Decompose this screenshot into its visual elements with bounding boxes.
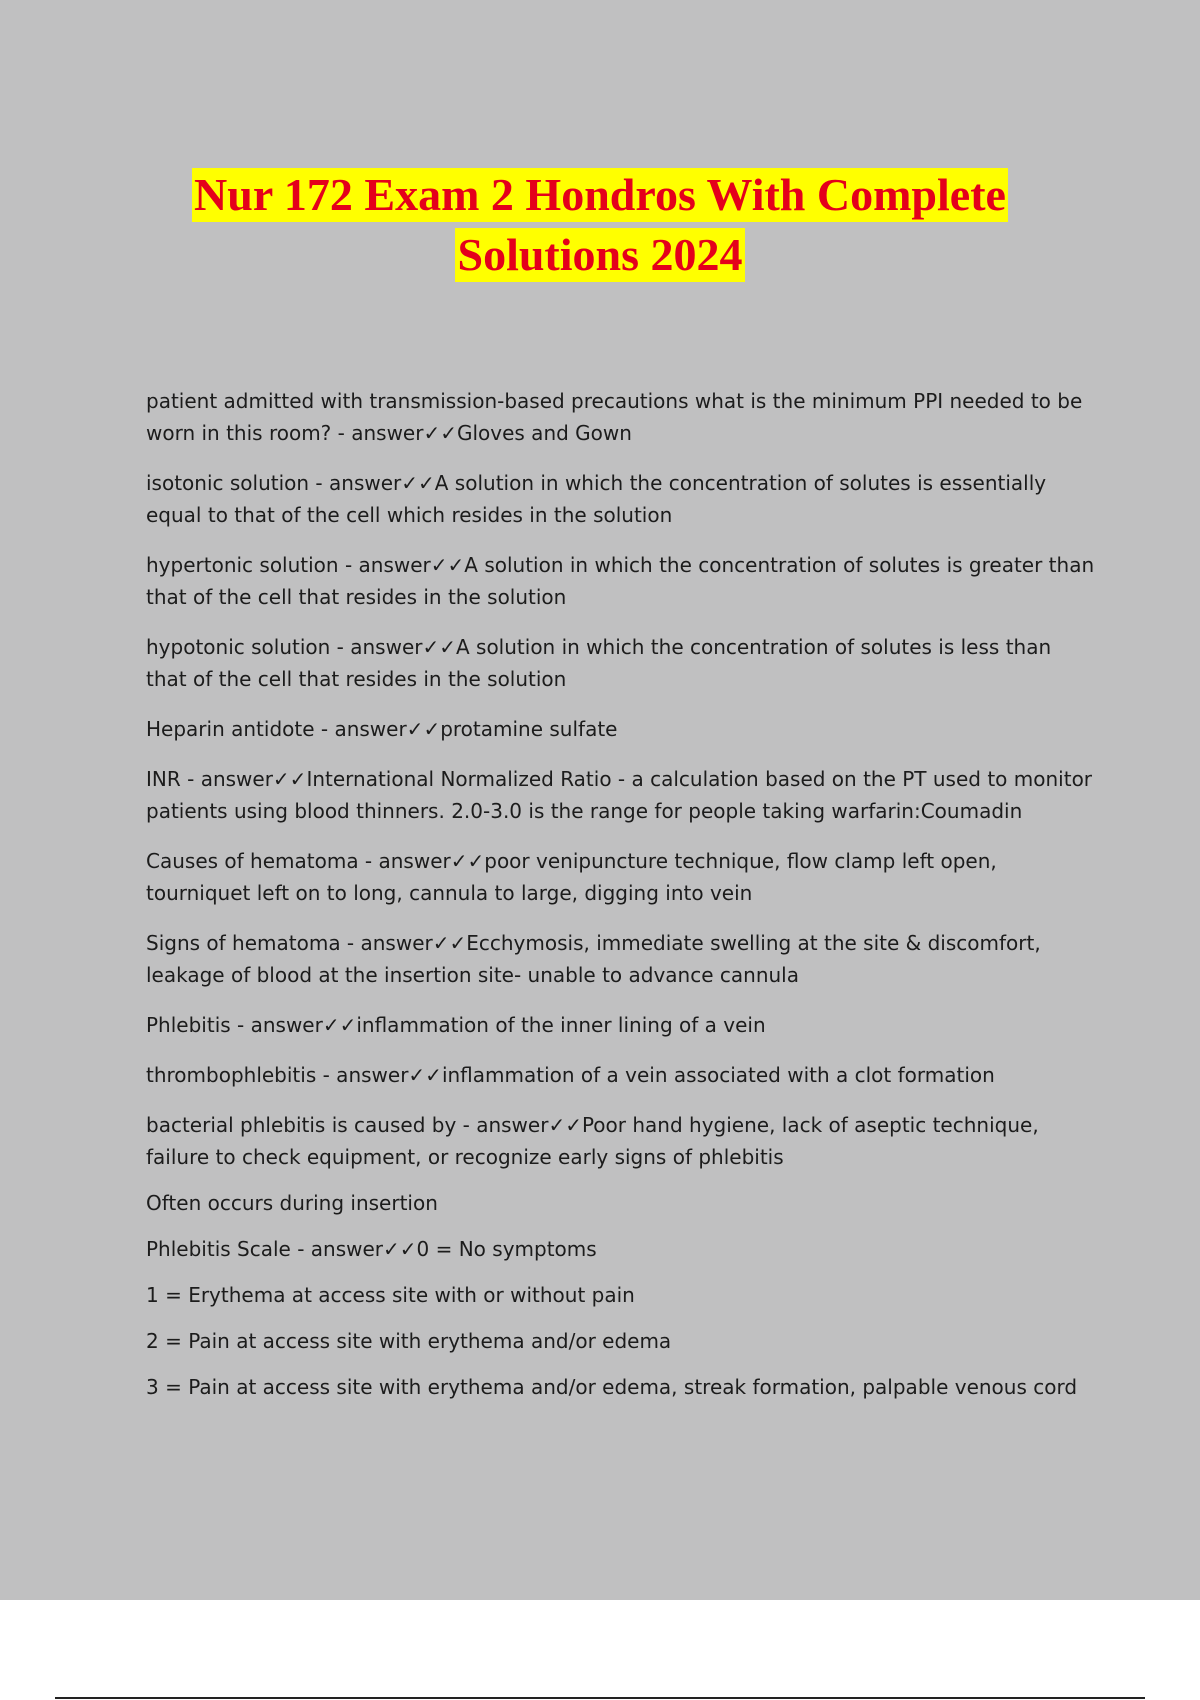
- document-title: [0, 168, 1200, 282]
- qa-entry: INR - answer✓✓International Normalized Ratio - a calculation based on the PT used to monitor patients using blood thinners. 2.0-3.0 is the range for people taking warfarin:Coumadin: [146, 767, 1093, 823]
- qa-entry: isotonic solution - answer✓✓A solution in which the concentration of solutes is essentially equal to that of the cell which resides in the solution: [146, 471, 1047, 527]
- qa-entry: Signs of hematoma - answer✓✓Ecchymosis, immediate swelling at the site & discomfort, leakage of blood at the insertion site- unable to advance cannula: [146, 931, 1041, 987]
- qa-entry: hypertonic solution - answer✓✓A solution in which the concentration of solutes is greater than that of the cell that resides in the solution: [146, 553, 1095, 609]
- scale-line: 2 = Pain at access site with erythema and/or edema: [146, 1329, 672, 1353]
- qa-entry: Phlebitis - answer✓✓inflammation of the inner lining of a vein: [146, 1013, 766, 1037]
- qa-entry: patient admitted with transmission-based precautions what is the minimum PPI needed to be worn in this room? - answer✓✓Gloves and Gown: [146, 389, 1083, 445]
- scale-line: 1 = Erythema at access site with or without pain: [146, 1283, 635, 1307]
- qa-entry: thrombophlebitis - answer✓✓inflammation of a vein associated with a clot formation: [146, 1063, 995, 1087]
- qa-entry: Heparin antidote - answer✓✓protamine sulfate: [146, 717, 618, 741]
- qa-entry: Often occurs during insertion: [146, 1191, 438, 1215]
- title-line-2: Solutions 2024: [457, 229, 743, 280]
- qa-entry: Phlebitis Scale - answer✓✓0 = No symptoms: [146, 1237, 597, 1261]
- qa-entry: bacterial phlebitis is caused by - answer✓✓Poor hand hygiene, lack of aseptic technique, failure to check equipment, or recognize early signs of phlebitis: [146, 1113, 1039, 1169]
- qa-entry: Causes of hematoma - answer✓✓poor venipuncture technique, flow clamp left open, tourniquet left on to long, cannula to large, digging into vein: [146, 849, 997, 905]
- scale-line: 3 = Pain at access site with erythema and/or edema, streak formation, palpable venous cord: [146, 1375, 1078, 1399]
- title-line-1: Nur 172 Exam 2 Hondros With Complete: [194, 169, 1006, 220]
- qa-entry: hypotonic solution - answer✓✓A solution in which the concentration of solutes is less than that of the cell that resides in the solution: [146, 635, 1052, 691]
- document-body: [146, 385, 1096, 1417]
- footer-divider: [55, 1697, 1145, 1699]
